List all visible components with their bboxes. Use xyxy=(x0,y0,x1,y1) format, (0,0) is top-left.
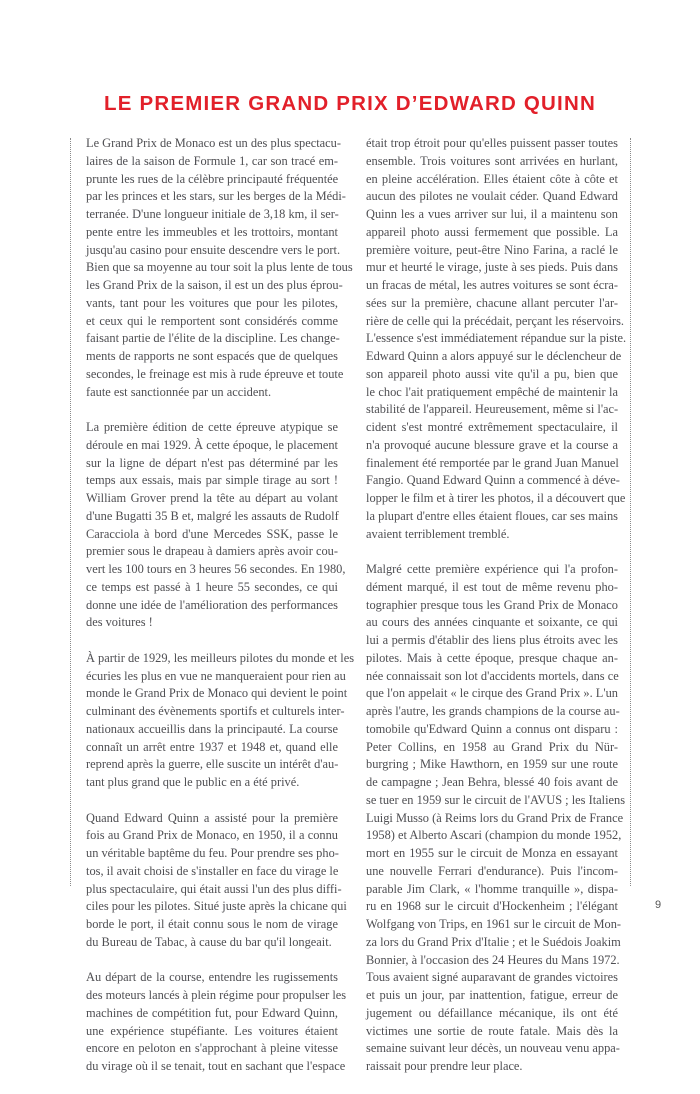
text-line: jusqu'au casino pour ensuite descendre vers le port. xyxy=(86,242,341,257)
text-line: tant plus grand que le public en a été privé. xyxy=(86,775,300,789)
text-line: stabilité de l'appareil. Heureusement, même si l'ac- xyxy=(366,402,619,417)
text-line: par les princes et les stars, sur les berges de la Médi- xyxy=(86,189,346,204)
text-line: Le Grand Prix de Monaco est un des plus spectacu- xyxy=(86,136,341,150)
text-line: terranée. D'une longueur initiale de 3,18 km, il ser- xyxy=(86,207,339,221)
right-dotted-rule xyxy=(630,138,631,886)
text-line: n'a provoqué aucune blessure grave et la course a xyxy=(366,437,618,452)
text-line: et ceux qui le remportent sont considérés comme xyxy=(86,313,338,328)
text-line: des voitures ! xyxy=(86,615,153,630)
paragraph xyxy=(86,135,353,401)
text-line: za lors du Grand Prix d'Italie ; et le Suédois Joakim xyxy=(366,934,621,949)
text-line: le choc l'ait pratiquement empêché de maintenir la xyxy=(366,384,618,399)
text-line: tomobile qu'Edward Quinn a connus ont disparu : xyxy=(366,721,618,736)
text-line: La première édition de cette épreuve atypique se xyxy=(86,420,338,434)
text-line: première voiture, peut-être Nino Farina, a raclé le xyxy=(366,242,618,257)
paragraph xyxy=(86,969,347,1076)
text-line: monde le Grand Prix de Monaco qui devient le point xyxy=(86,686,348,701)
text-line: prunte les rues de la célèbre principauté fréquentée xyxy=(86,171,339,186)
text-line: sur la ligne de départ n'est pas déterminé par les xyxy=(86,455,338,470)
text-line: une nouvelle Ferrari d'endurance). Puis l'incom- xyxy=(366,863,618,878)
text-line: culminant des évènements sportifs et culturels inter- xyxy=(86,704,345,718)
text-line: tos, il avait choisi de s'installer en face du virage le xyxy=(86,863,339,878)
text-line: encore en peloton en s'approchant à pleine vitesse xyxy=(86,1041,338,1056)
text-line: des moteurs lancés à plein régime pour propulser les xyxy=(86,988,347,1002)
text-line: et puis un jour, par inattention, fatigue, erreur de xyxy=(366,988,618,1002)
text-line: appareil photo aussi fermement que possible. La xyxy=(366,224,618,239)
left-dotted-rule xyxy=(70,138,71,886)
text-line: À partir de 1929, les meilleurs pilotes du monde et les xyxy=(86,650,355,665)
text-line: mort en 1955 sur le circuit de Monza en essayant xyxy=(366,846,618,860)
text-line: Tous avaient signé auparavant de grandes victoires xyxy=(366,970,618,985)
text-line: connaît un arrêt entre 1937 et 1948 et, quand elle xyxy=(86,739,338,754)
paragraph xyxy=(86,650,355,792)
text-line: victimes une sortie de route fatale. Mais dès la xyxy=(366,1023,618,1038)
text-line: Edward Quinn a alors appuyé sur le déclencheur de xyxy=(366,349,622,363)
text-line: ciles pour les pilotes. Situé juste après la chicane qui xyxy=(86,899,347,914)
text-line: déroule en mai 1929. À cette époque, le placement xyxy=(86,437,338,452)
text-line: se tuer en 1959 sur le circuit de l'AVUS ; les Italiens xyxy=(366,792,626,807)
text-line: après l'autre, les grands champions de la course au- xyxy=(366,704,620,718)
text-line: semaine suivant leur décès, un nouveau venu appa- xyxy=(366,1041,620,1056)
text-line: borde le port, il était connu sous le nom de virage xyxy=(86,917,338,931)
text-line: Quinn les a vues arriver sur lui, il a maintenu son xyxy=(366,207,618,221)
text-line: vants, tant pour les voitures que pour les pilotes, xyxy=(86,295,338,310)
paragraph xyxy=(86,810,347,952)
text-line: les Grand Prix de la saison, il est un des plus éprou- xyxy=(86,278,343,292)
text-line: pente entre les immeubles et les trottoirs, montant xyxy=(86,224,338,239)
text-line: du virage où il se tenait, tout en sachant que l'espace xyxy=(86,1059,346,1073)
text-column-left xyxy=(86,135,355,1094)
text-line: temps aux essais, mais par simple tirage au sort ! xyxy=(86,473,338,488)
text-line: écuries les plus en vue ne manqueraient pour rien au xyxy=(86,668,346,683)
text-line: parable Jim Clark, « l'homme tranquille », dispa- xyxy=(366,881,618,896)
paragraph xyxy=(366,135,627,543)
text-line: Peter Collins, en 1958 au Grand Prix du Nür- xyxy=(366,739,618,754)
text-line: Fangio. Quand Edward Quinn a commencé à déve- xyxy=(366,473,620,488)
text-line: lopper le film et à tirer les photos, il a découvert que xyxy=(366,491,626,505)
text-line: 1958) et Alberto Ascari (champion du monde 1952, xyxy=(366,828,622,843)
text-line: sées sur la première, chacune allant percuter l'ar- xyxy=(366,295,618,310)
text-line: la plupart d'entre elles étaient floues, car ses mains xyxy=(366,508,618,523)
text-line: vert les 100 tours en 3 heures 56 secondes. En 1980, xyxy=(86,562,346,576)
text-line: que l'on appelait « le cirque des Grand Prix ». L'un xyxy=(366,686,618,701)
text-line: Bien que sa moyenne au tour soit la plus lente de tous xyxy=(86,260,353,275)
text-line: donne une idée de l'amélioration des performances xyxy=(86,597,338,612)
text-line: ments de rapports ne sont espacés que de quelques xyxy=(86,349,338,363)
text-line: du Bureau de Tabac, à cause du bar qu'il longeait. xyxy=(86,934,332,949)
text-line: aucun des pilotes ne voulait céder. Quand Edward xyxy=(366,189,618,204)
text-column-right xyxy=(366,135,627,1094)
paragraph xyxy=(366,561,626,1076)
text-line: nationaux accueillis dans la principauté. La course xyxy=(86,721,338,736)
text-line: un véritable baptême du feu. Pour prendre ses pho- xyxy=(86,846,339,860)
text-line: ensemble. Trois voitures sont arrivées en hurlant, xyxy=(366,153,618,168)
text-line: rière de celle qui la précédait, perçant les réservoirs. xyxy=(366,313,625,328)
text-line: premier sous le drapeau à damiers après avoir cou- xyxy=(86,544,338,559)
text-line: pilotes. Mais à cette époque, presque chaque an- xyxy=(366,650,618,665)
text-line: jugement ou défaillance mécanique, ils ont été xyxy=(366,1005,618,1020)
text-line: était trop étroit pour qu'elles puissent passer toutes xyxy=(366,136,618,150)
text-line: dément marqué, il est tout de même revenu pho- xyxy=(366,579,618,594)
text-line: Bonnier, à l'occasion des 24 Heures du Mans 1972. xyxy=(366,952,620,967)
text-line: avaient terriblement tremblé. xyxy=(366,526,510,541)
text-line: mur et heurté le virage, juste à ses pieds. Puis dans xyxy=(366,260,618,275)
text-line: de campagne ; Jean Behra, blessé 40 fois avant de xyxy=(366,775,618,789)
text-line: une expérience stupéfiante. Les voitures étaient xyxy=(86,1023,338,1038)
text-line: lui a permis d'établir des liens plus étroits avec les xyxy=(366,633,618,647)
text-line: faute est sanctionnée par un accident. xyxy=(86,384,272,399)
text-line: en pleine accélération. Elles étaient côte à côte et xyxy=(366,171,618,186)
text-line: tographier presque tous les Grand Prix de Monaco xyxy=(366,597,618,612)
text-line: cident s'est montré extrêmement spectaculaire, il xyxy=(366,420,618,434)
text-line: un fracas de métal, les autres voitures se sont écra- xyxy=(366,278,618,292)
text-line: ru en 1968 sur le circuit d'Hockenheim ; l'élégant xyxy=(366,899,618,914)
text-line: machines de compétition fut, pour Edward Quinn, xyxy=(86,1005,338,1020)
text-line: laires de la saison de Formule 1, car son tracé em- xyxy=(86,153,338,168)
text-line: au cours des années cinquante et soixante, ce qui xyxy=(366,615,618,630)
text-line: Caracciola à bord d'une Mercedes SSK, passe le xyxy=(86,526,338,541)
text-line: Wolfgang von Trips, en 1961 sur le circuit de Mon- xyxy=(366,917,622,931)
text-line: son appareil photo aussi vite qu'il a pu, bien que xyxy=(366,366,618,381)
text-line: William Grover prend la tête au départ au volant xyxy=(86,491,338,505)
text-line: Malgré cette première expérience qui l'a profon- xyxy=(366,562,618,576)
text-line: reprend après la guerre, elle suscite un intérêt d'au- xyxy=(86,757,339,772)
text-line: ce temps est passé à 1 heure 55 secondes, ce qui xyxy=(86,579,338,594)
page-title: LE PREMIER GRAND PRIX D’EDWARD QUINN xyxy=(104,91,596,115)
text-line: née connaissait son lot d'accidents mortels, dans ce xyxy=(366,668,619,683)
text-line: finalement été remportée par le grand Juan Manuel xyxy=(366,455,619,470)
paragraph xyxy=(86,419,346,632)
text-line: faisant partie de l'élite de la discipline. Les change- xyxy=(86,331,340,346)
text-line: plus spectaculaire, qui était aussi l'un des plus diffi- xyxy=(86,881,342,896)
text-line: secondes, le freinage est mis à rude épreuve et toute xyxy=(86,366,344,381)
text-line: raissait pour prendre leur place. xyxy=(366,1059,523,1073)
text-line: L'essence s'est immédiatement répandue sur la piste. xyxy=(366,331,627,346)
text-line: Luigi Musso (à Reims lors du Grand Prix de France xyxy=(366,810,624,825)
text-line: d'une Bugatti 35 B et, malgré les assauts de Rudolf xyxy=(86,508,339,523)
text-line: Quand Edward Quinn a assisté pour la première xyxy=(86,810,338,825)
text-line: Au départ de la course, entendre les rugissements xyxy=(86,970,338,985)
text-line: fois au Grand Prix de Monaco, en 1950, il a connu xyxy=(86,828,338,843)
text-line: burgring ; Mike Hawthorn, en 1959 sur une route xyxy=(366,757,618,772)
page-number: 9 xyxy=(655,899,662,911)
